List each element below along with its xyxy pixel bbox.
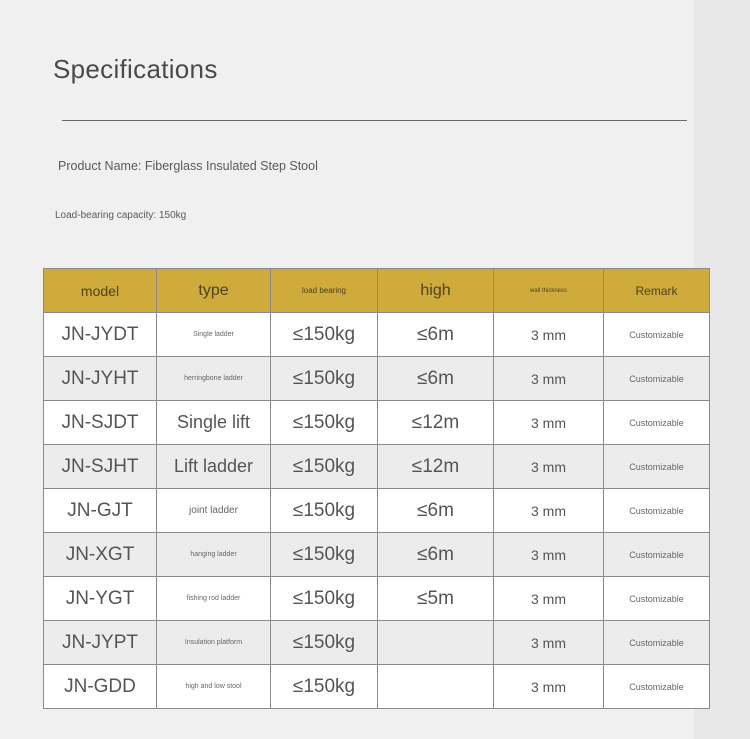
cell-wall-thickness: 3 mm xyxy=(494,489,604,533)
cell-type: Lift ladder xyxy=(157,445,271,489)
cell-wall-thickness: 3 mm xyxy=(494,445,604,489)
cell-model: JN-JYHT xyxy=(44,357,157,401)
cell-remark: Customizable xyxy=(604,445,710,489)
cell-wall-thickness: 3 mm xyxy=(494,357,604,401)
cell-wall-thickness: 3 mm xyxy=(494,313,604,357)
table-row xyxy=(44,621,710,665)
cell-remark: Customizable xyxy=(604,621,710,665)
cell-model: JN-GJT xyxy=(44,489,157,533)
cell-remark: Customizable xyxy=(604,489,710,533)
cell-wall-thickness: 3 mm xyxy=(494,577,604,621)
table-row xyxy=(44,401,710,445)
page-title: Specifications xyxy=(53,54,218,84)
cell-type: high and low stool xyxy=(157,665,271,709)
spec-table xyxy=(43,268,710,709)
cell-high: ≤6m xyxy=(378,357,494,401)
cell-model: JN-JYDT xyxy=(44,313,157,357)
cell-model: JN-SJHT xyxy=(44,445,157,489)
header-load-bearing: load bearing xyxy=(271,269,378,313)
cell-high: ≤12m xyxy=(378,401,494,445)
table-row xyxy=(44,665,710,709)
cell-load-bearing: ≤150kg xyxy=(271,357,378,401)
title-divider xyxy=(62,120,687,121)
cell-high xyxy=(378,665,494,709)
cell-load-bearing: ≤150kg xyxy=(271,489,378,533)
cell-wall-thickness: 3 mm xyxy=(494,665,604,709)
cell-remark: Customizable xyxy=(604,533,710,577)
cell-type: Single ladder xyxy=(157,313,271,357)
cell-remark: Customizable xyxy=(604,357,710,401)
cell-high: ≤6m xyxy=(378,533,494,577)
table-row xyxy=(44,357,710,401)
cell-high: ≤5m xyxy=(378,577,494,621)
cell-type: herringbone ladder xyxy=(157,357,271,401)
load-capacity: Load-bearing capacity: 150kg xyxy=(55,210,187,221)
cell-model: JN-JYPT xyxy=(44,621,157,665)
cell-load-bearing: ≤150kg xyxy=(271,665,378,709)
cell-wall-thickness: 3 mm xyxy=(494,621,604,665)
cell-high: ≤6m xyxy=(378,313,494,357)
cell-load-bearing: ≤150kg xyxy=(271,445,378,489)
cell-type: Single lift xyxy=(157,401,271,445)
cell-remark: Customizable xyxy=(604,577,710,621)
cell-type: joint ladder xyxy=(157,489,271,533)
cell-wall-thickness: 3 mm xyxy=(494,401,604,445)
product-name: Product Name: Fiberglass Insulated Step Stool xyxy=(58,159,318,173)
table-row xyxy=(44,489,710,533)
cell-model: JN-SJDT xyxy=(44,401,157,445)
cell-load-bearing: ≤150kg xyxy=(271,577,378,621)
cell-load-bearing: ≤150kg xyxy=(271,533,378,577)
header-model: model xyxy=(44,269,157,313)
cell-type: hanging ladder xyxy=(157,533,271,577)
header-remark: Remark xyxy=(604,269,710,313)
cell-model: JN-GDD xyxy=(44,665,157,709)
header-wall-thickness: wall thickness xyxy=(494,269,604,313)
cell-remark: Customizable xyxy=(604,313,710,357)
cell-high: ≤6m xyxy=(378,489,494,533)
table-row xyxy=(44,577,710,621)
header-high: high xyxy=(378,269,494,313)
table-row xyxy=(44,445,710,489)
cell-type: fishing rod ladder xyxy=(157,577,271,621)
table-row xyxy=(44,533,710,577)
cell-type: Insulation platform xyxy=(157,621,271,665)
table-row xyxy=(44,313,710,357)
cell-model: JN-XGT xyxy=(44,533,157,577)
table-header-row xyxy=(44,269,710,313)
cell-remark: Customizable xyxy=(604,665,710,709)
cell-load-bearing: ≤150kg xyxy=(271,401,378,445)
cell-load-bearing: ≤150kg xyxy=(271,621,378,665)
cell-high: ≤12m xyxy=(378,445,494,489)
cell-model: JN-YGT xyxy=(44,577,157,621)
header-type: type xyxy=(157,269,271,313)
cell-high xyxy=(378,621,494,665)
cell-wall-thickness: 3 mm xyxy=(494,533,604,577)
cell-load-bearing: ≤150kg xyxy=(271,313,378,357)
cell-remark: Customizable xyxy=(604,401,710,445)
